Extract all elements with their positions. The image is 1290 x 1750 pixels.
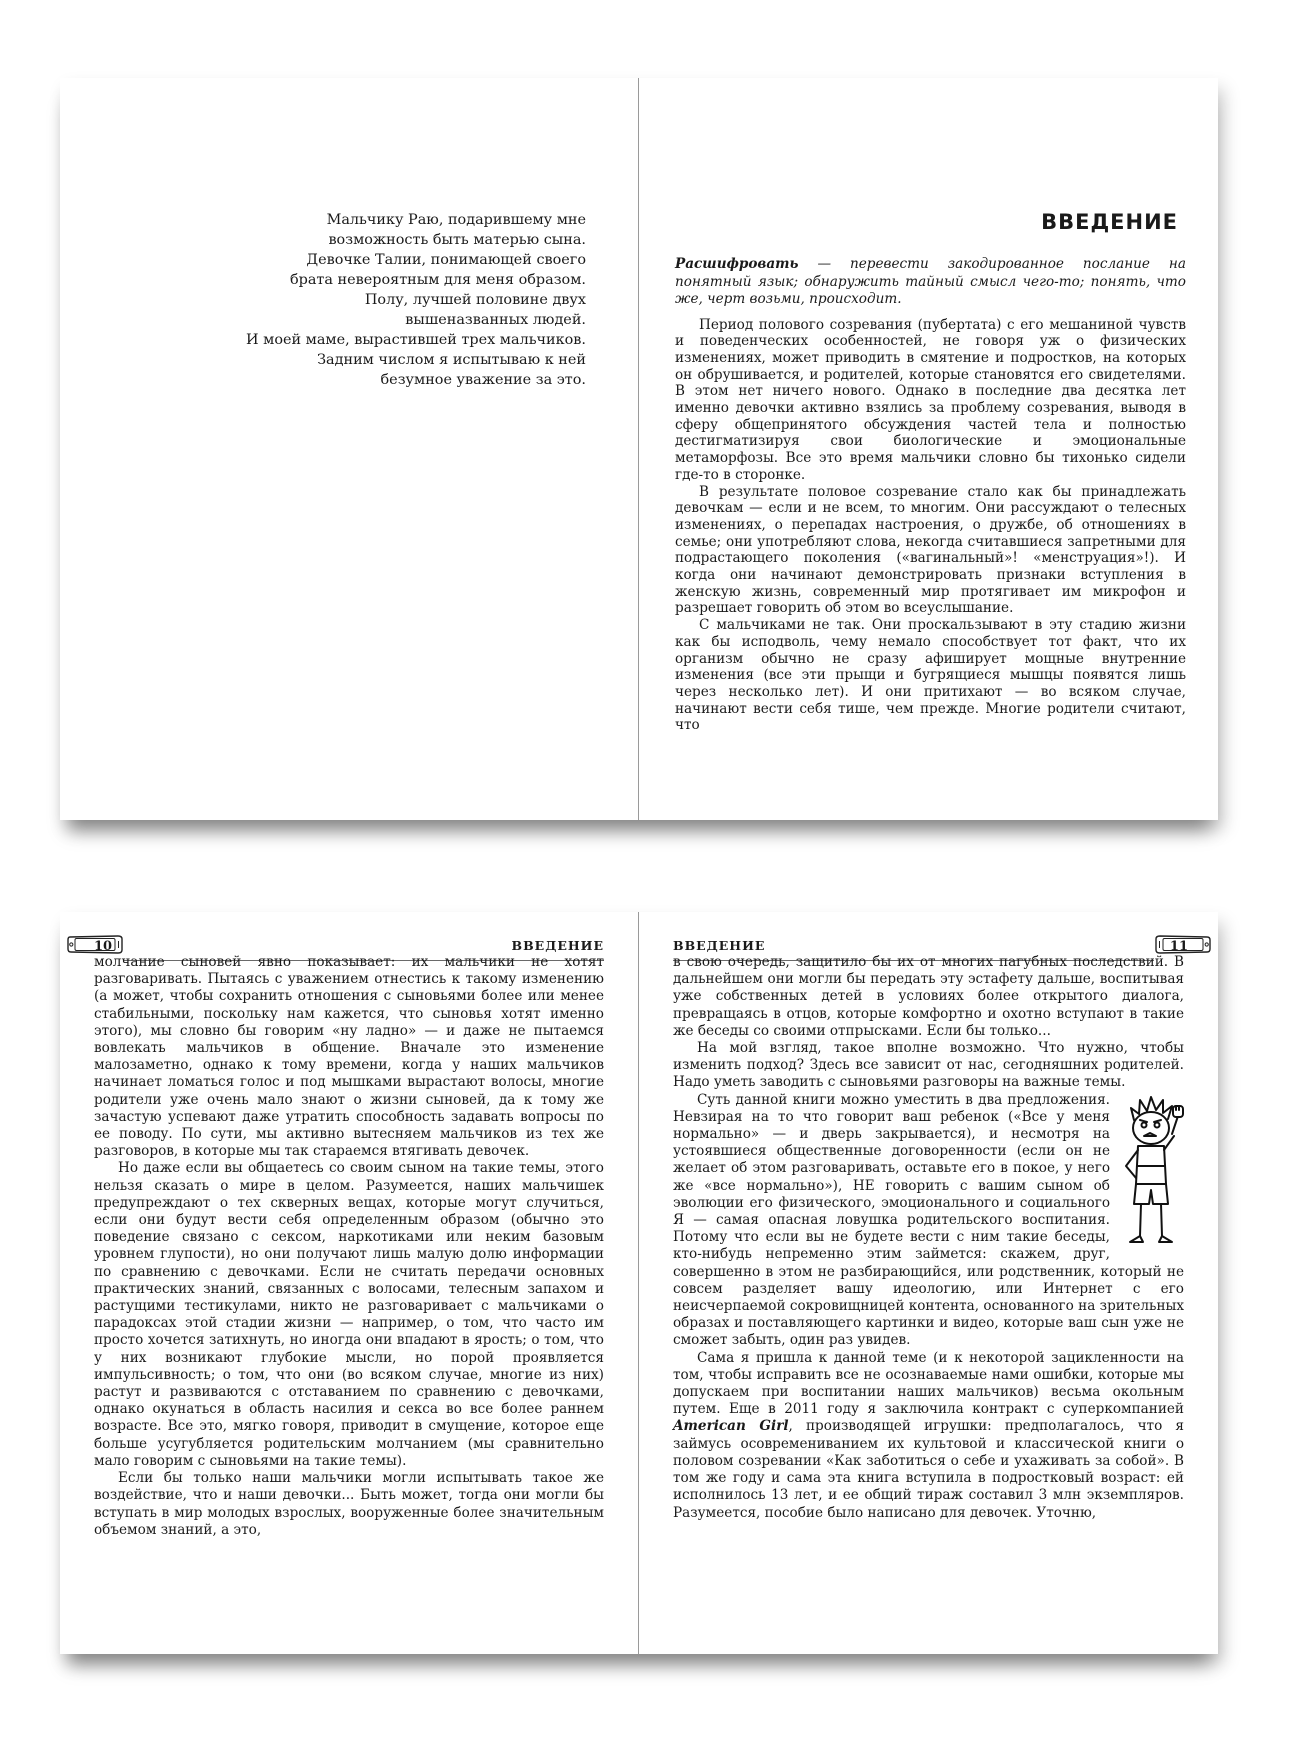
page-10-text <box>94 954 604 1539</box>
dedication-line: возможность быть матерью сына. <box>328 232 586 248</box>
book-spread-bottom <box>60 912 1218 1654</box>
epigraph-definition: — перевести закодированное послание на понятный язык; обнаружить тайный смысл чего-то; понять, что же, черт возьми, происходит. <box>675 256 1186 307</box>
dedication-text <box>146 210 586 390</box>
dedication-line: безумное уважение за это. <box>380 372 586 388</box>
page-number: 11 <box>1169 939 1188 954</box>
epigraph-term: Расшифровать <box>675 256 799 272</box>
paragraph <box>673 1092 1184 1350</box>
dedication-line: И моей маме, вырастившей трех мальчиков. <box>246 332 586 348</box>
running-title: ВВЕДЕНИЕ <box>511 938 604 953</box>
dedication-line: Задним числом я испытываю к ней <box>317 352 586 368</box>
boy-doodle-icon <box>1116 1094 1188 1252</box>
paragraph: в свою очередь, защитило бы их от многих пагубных последствий. В дальнейшем они могли бы передать эту эстафету дальше, воспитывая уже собственных детей в условиях более открытого диалога, превращаясь в отцов, которые комфортно и охотно вступают в такие же беседы со своими отпрысками. Если бы только... <box>673 954 1184 1039</box>
paragraph: молчание сыновей явно показывает: их мальчики не хотят разговаривать. Пытаясь с уважением отнестись к такому изменению (а может, чтобы сохранить отношения с сыновьями более или менее стабильными, поскольку нам кажется, что сыновья хотят именно этого), мы словно бы говорим «ну ладно» — и даже не пытаемся вовлекать мальчиков в общение. Вначале это изменение малозаметно, однако к тому времени, когда у наших мальчиков начинает ломаться голос и под мышками вырастают волосы, многие родители уже очень мало знают о жизни сыновей, да к тому же зачастую успевают даже утратить способность задавать вопросы по ее поводу. По сути, мы активно вытесняем мальчиков из тех же разговоров, в которые мы так стараемся втягивать девочек. <box>94 954 604 1160</box>
dedication-page <box>60 78 639 820</box>
paragraph-text: Суть данной книги можно уместить в два предложения. Невзирая на то что говорит ваш ребенок («Все у меня нормально» — и дверь закрывается), и несмотря на устоявшиеся общественные договоренности (если он не желает об этом разговаривать, оставьте его в покое, у него же «все нормально»), НЕ говорить с вашим сыном об эволюции его физического, эмоционального и социального Я — самая опасная ловушка родительского воспитания. Потому что если вы не будете вести с ним такие беседы, кто-нибудь непременно этим займется: скажем, друг, совершенно в этом не разбирающийся, или родственник, который не совсем разделяет вашу идеологию, или Интернет с его неисчерпаемой сокровищницей контента, основанного на зрительных образах и поставляющего картинки и видео, которые ваш сын уже не сможет забыть, один раз увидев. <box>673 1091 1184 1349</box>
page-11-text <box>673 954 1184 1522</box>
dedication-line: вышеназванных людей. <box>405 312 586 328</box>
paragraph: С мальчиками не так. Они проскальзывают в эту стадию жизни как бы исподволь, чему немало способствует тот факт, что их организм обычно не сразу афиширует мощные внутренние изменения (все эти прыщи и бугрящиеся мышцы появятся лишь через несколько лет). И они притихают — во всяком случае, начинают вести себя тише, чем прежде. Многие родители считают, что <box>675 617 1186 734</box>
dedication-line: Полу, лучшей половине двух <box>364 292 586 308</box>
page-11 <box>639 912 1218 1654</box>
paragraph-text: Сама я пришла к данной теме (и к некоторой зацикленности на том, чтобы исправить все не осознаваемые нами ошибки, которые мы допускаем при воспитании наших мальчиков) весьма окольным путем. Еще в 2011 году я заключила контракт с суперкомпанией <box>673 1349 1184 1418</box>
intro-section <box>675 210 1186 734</box>
dedication-line: брата невероятным для меня образом. <box>289 272 586 288</box>
paragraph-text: , производящей игрушки: предполагалось, что я займусь осовремениванием их культовой и классической книги о половом созревании «Как заботиться о себе и ухаживать за собой». В том же году и сама эта книга вступила в подростковый возраст: ей исполнилось 13 лет, и ее общий тираж составил 3 млн экземпляров. Разумеется, пособие было написано для девочек. Уточню, <box>673 1418 1184 1521</box>
paragraph: В результате половое созревание стало как бы принадлежать девочкам — если и не всем, то многим. Они рассуждают о телесных изменениях, о перепадах настроения, о дружбе, об отношениях в семье; они употребляют слова, некогда считавшиеся запретными для подрастающего поколения («вагинальный»! «менструация»!). И когда они начинают демонстрировать признаки вступления в женскую жизнь, современный мир протягивает им микрофон и разрешает говорить об этом во всеуслышание. <box>675 483 1186 617</box>
brand-name: American Girl <box>673 1418 789 1435</box>
epigraph <box>675 256 1186 309</box>
page-number: 10 <box>94 939 113 954</box>
paragraph: Период полового созревания (пубертата) с его мешаниной чувств и поведенческих особенностей, не говоря уж о физических изменениях, может приводить в смятение и подростков, на которых он обрушивается, и родителей, которые становятся его свидетелями. В этом нет ничего нового. Однако в последние два десятка лет именно девочки активно взялись за проблему созревания, выводя в сферу общепринятого обсуждения частей тела и полностью дестигматизируя свои биологические и эмоциональные метаморфозы. Все это время мальчики словно бы тихонько сидели где-то в сторонке. <box>675 316 1186 483</box>
page-10 <box>60 912 639 1654</box>
paragraph: На мой взгляд, такое вполне возможно. Что нужно, чтобы изменить подход? Здесь все зависит от нас, сегодняшних родителей. Надо уметь заводить с сыновьями разговоры на важные темы. <box>673 1040 1184 1091</box>
running-header <box>639 924 1218 952</box>
paragraph: Но даже если вы общаетесь со своим сыном на такие темы, этого нельзя сказать о мире в целом. Разумеется, наших мальчишек предупреждают о тех скверных вещах, которые могут случиться, если они будут вести себя определенным образом (обычно это поведение связано с сексом, наркотиками или неким базовым уровнем глупости), но они получают лишь малую долю информации по сравнению с девочками. Если не считать передачи основных практических знаний, связанных с волосами, телесным запахом и растущими тестикулами, никто не разговаривает с мальчиками о парадоксах этой стадии жизни — например, о том, что часто им просто хочется затихнуть, но иногда они впадают в ярость; о том, что у них возникают глубокие мысли, но порой проявляется импульсивность; о том, что они (во всяком случае, многие из них) растут и развиваются с отставанием по сравнению с девочками, однако окунаться в область насилия и секса во все более раннем возрасте. Все это, мягко говоря, приводит в смущение, которое еще больше усугубляется родительским молчанием (мы сравнительно мало говорим с сыновьями на такие темы). <box>94 1160 604 1469</box>
paragraph <box>673 1350 1184 1522</box>
dedication-line: Девочке Талии, понимающей своего <box>306 252 586 268</box>
paragraph: Если бы только наши мальчики могли испытывать такое же воздействие, что и наши девочки... Быть может, тогда они могли бы вступать в мир молодых взрослых, вооруженные более значительным объемом знаний, а это, <box>94 1470 604 1538</box>
chapter-title: ВВЕДЕНИЕ <box>1041 210 1178 234</box>
running-title: ВВЕДЕНИЕ <box>673 938 766 953</box>
dedication-line: Мальчику Раю, подарившему мне <box>326 212 586 228</box>
book-spread-top <box>60 78 1218 820</box>
intro-body <box>675 317 1186 735</box>
running-header <box>60 924 638 952</box>
intro-page <box>639 78 1218 820</box>
